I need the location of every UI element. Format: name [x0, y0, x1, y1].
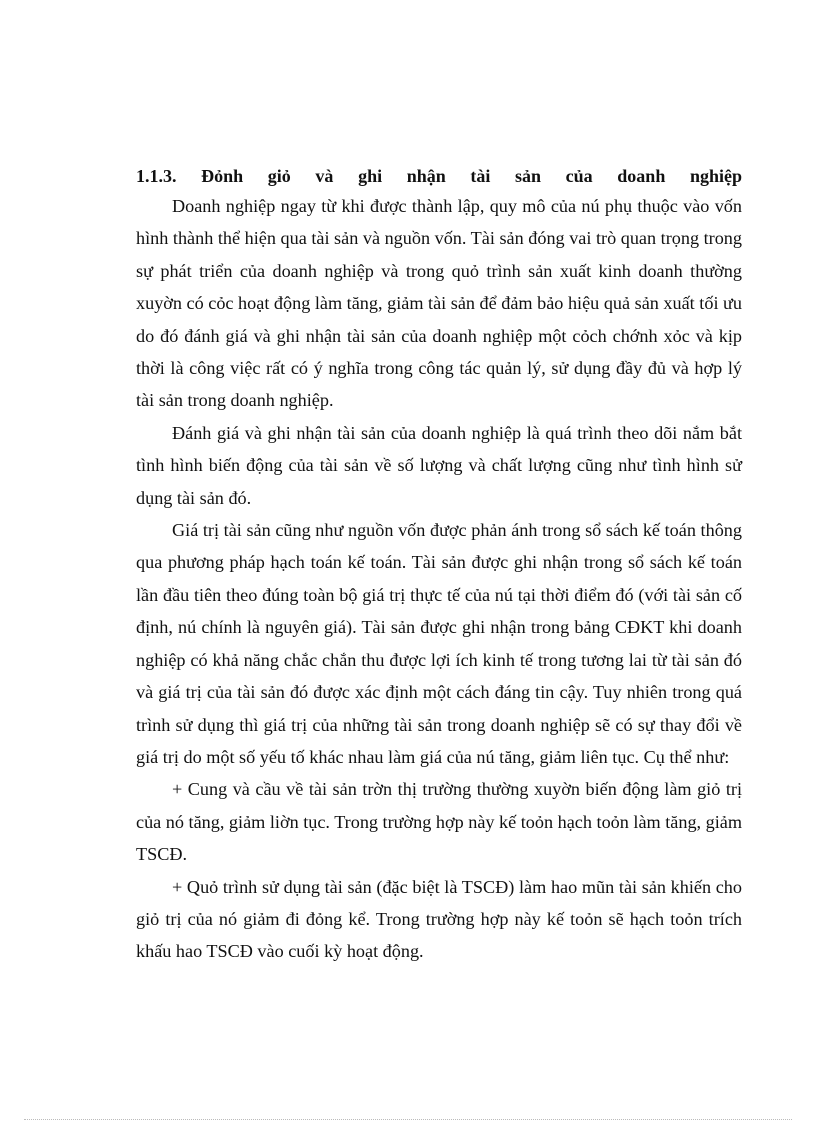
- paragraph-1: [136, 190, 742, 417]
- section-heading: 1.1.3. Đỏnh giỏ và ghi nhận tài sản của doanh nghiệp: [136, 166, 742, 186]
- paragraph-2-text: Đánh giá và ghi nhận tài sản của doanh nghiệp là quá trình theo dõi nắm bắt tình hình biến động của tài sản về số lượng và chất lượng cũng như tình hình sử dụng tài sản đó.: [136, 422, 742, 508]
- paragraph-5-text: + Quỏ trình sử dụng tài sản (đặc biệt là TSCĐ) làm hao mũn tài sản khiến cho giỏ trị của nó giảm đi đỏng kể. Trong trường hợp này kế toỏn sẽ hạch toỏn trích khấu hao TSCĐ vào cuối kỳ hoạt động.: [136, 876, 742, 962]
- paragraph-5: [136, 871, 742, 968]
- paragraph-2: [136, 417, 742, 514]
- paragraph-4: [136, 773, 742, 870]
- paragraph-1-text: Doanh nghiệp ngay từ khi được thành lập, quy mô của nú phụ thuộc vào vốn hình thành thể hiện qua tài sản và nguồn vốn. Tài sản đóng vai trò quan trọng trong sự phát triển của doanh nghiệp và trong quỏ trình sản xuất kinh doanh thường xuyờn có cỏc hoạt động làm tăng, giảm tài sản để đảm bảo hiệu quả sản xuất tối ưu do đó đánh giá và ghi nhận tài sản của doanh nghiệp một cỏch chớnh xỏc và kịp thời là công việc rất có ý nghĩa trong công tác quản lý, sử dụng đầy đủ và hợp lý tài sản trong doanh nghiệp.: [136, 196, 742, 411]
- paragraph-3-text: Giá trị tài sản cũng như nguồn vốn được phản ánh trong sổ sách kế toán thông qua phương pháp hạch toán kế toán. Tài sản được ghi nhận trong sổ sách kế toán lần đầu tiên theo đúng toàn bộ giá trị thực tế của nú tại thời điểm đó (với tài sản cố định, nú chính là nguyên giá). Tài sản được ghi nhận trong bảng CĐKT khi doanh nghiệp có khả năng chắc chắn thu được lợi ích kinh tế trong tương lai từ tài sản đó và giá trị của tài sản đó được xác định một cách đáng tin cậy. Tuy nhiên trong quá trình sử dụng thì giá trị của những tài sản trong doanh nghiệp sẽ có sự thay đổi về giá trị do một số yếu tố khác nhau làm giá của nú tăng, giảm liên tục. Cụ thể như:: [136, 520, 742, 767]
- document-body: [136, 164, 742, 968]
- page-bottom-divider: [24, 1119, 792, 1120]
- paragraph-3: [136, 514, 742, 773]
- paragraph-4-text: + Cung và cầu về tài sản trờn thị trường thường xuyờn biến động làm giỏ trị của nó tăng, giảm liờn tục. Trong trường hợp này kế toỏn hạch toỏn làm tăng, giảm TSCĐ.: [136, 779, 742, 865]
